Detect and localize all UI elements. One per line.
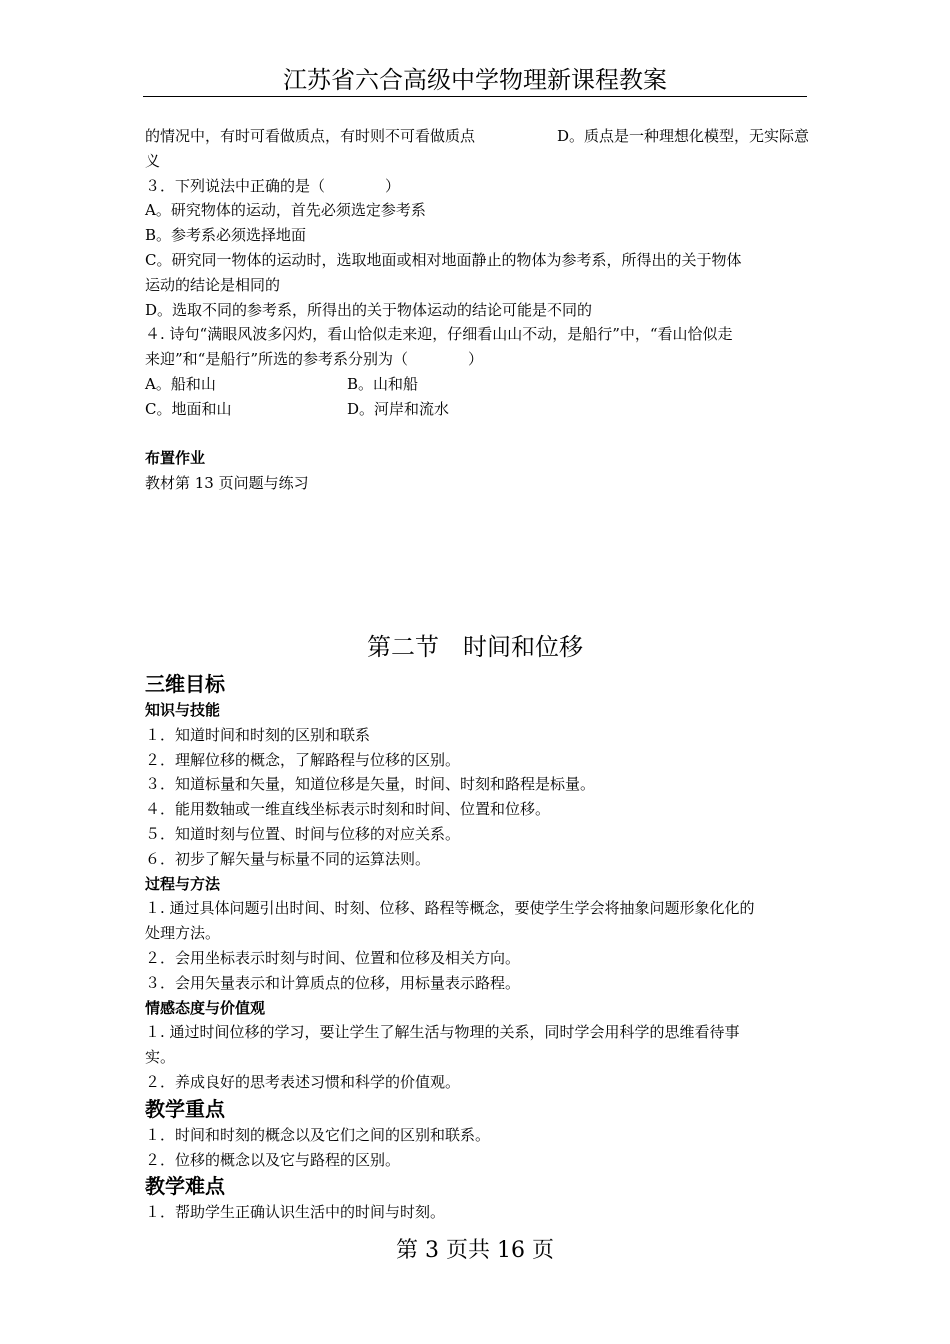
emotion-item-2: ２．养成良好的思考表述习惯和科学的价值观。 [145, 1072, 461, 1091]
q3-option-c-line2: 运动的结论是相同的 [145, 275, 281, 294]
q3-option-c-line1: C。研究同一物体的运动时，选取地面或相对地面静止的物体为参考系，所得出的关于物体 [145, 250, 742, 269]
q3-option-d: D。选取不同的参考系，所得出的关于物体运动的结论可能是不同的 [145, 300, 593, 319]
knowledge-item: ３．知道标量和矢量，知道位移是矢量，时间、时刻和路程是标量。 [145, 775, 596, 794]
knowledge-item: ５．知道时刻与位置、时间与位移的对应关系。 [145, 824, 461, 843]
knowledge-heading: 知识与技能 [145, 701, 221, 719]
q2-option-d: D。质点是一种理想化模型，无实际意 [556, 127, 809, 145]
section-body [145, 670, 809, 1225]
q4-stem-line1: ４. 诗句“满眼风波多闪灼，看山恰似走来迎，仔细看山山不动，是船行”中，“看山恰似走 [145, 325, 733, 344]
difficulty-heading: 教学难点 [145, 1174, 225, 1199]
knowledge-item: ６．初步了解矢量与标量不同的运算法则。 [145, 849, 431, 868]
homework-text: 教材第 13 页问题与练习 [145, 474, 309, 493]
q4-option-d: D。河岸和流水 [347, 399, 450, 418]
process-item-1-line1: １. 通过具体问题引出时间、时刻、位移、路程等概念，要使学生学会将抽象问题形象化化的 [145, 899, 755, 918]
knowledge-item: ４．能用数轴或一维直线坐标表示时刻和时间、位置和位移。 [145, 800, 551, 819]
question-block [145, 124, 809, 496]
q2-tail-end: 义 [145, 151, 161, 170]
q4-options-row2 [145, 397, 809, 422]
q4-stem-line2: 来迎”和“是船行”所选的参考系分别为（ ） [145, 350, 484, 369]
q3-option-b: B。参考系必须选择地面 [145, 226, 307, 245]
page-header: 江苏省六合高级中学物理新课程教案 [143, 64, 807, 97]
emotion-item-1-line1: １. 通过时间位移的学习，要让学生了解生活与物理的关系，同时学会用科学的思维看待事 [145, 1023, 740, 1042]
q4-option-c: C。地面和山 [145, 399, 232, 418]
key-points-heading: 教学重点 [145, 1096, 225, 1121]
q2-tail-left: 的情况中，有时可看做质点，有时则不可看做质点 [145, 127, 476, 145]
process-item-3: ３．会用矢量表示和计算质点的位移，用标量表示路程。 [145, 973, 521, 992]
process-item-2: ２．会用坐标表示时刻与时间、位置和位移及相关方向。 [145, 948, 521, 967]
process-heading: 过程与方法 [145, 874, 221, 893]
key-point-1: １．时间和时刻的概念以及它们之间的区别和联系。 [145, 1125, 491, 1144]
section-title: 第二节 时间和位移 [367, 633, 583, 661]
emotion-heading: 情感态度与价值观 [145, 998, 266, 1017]
process-item-1-line2: 处理方法。 [145, 924, 221, 943]
key-point-2: ２．位移的概念以及它与路程的区别。 [145, 1150, 401, 1169]
q4-options-row1 [145, 372, 809, 397]
difficulty-1: １．帮助学生正确认识生活中的时间与时刻。 [145, 1203, 446, 1222]
spacer [145, 422, 809, 447]
q4-option-b: B。山和船 [347, 374, 419, 393]
knowledge-item: １．知道时间和时刻的区别和联系 [145, 725, 371, 744]
emotion-item-1-line2: 实。 [145, 1048, 176, 1067]
page-footer: 第 3 页共 16 页 [396, 1238, 554, 1263]
q3-option-a: A。研究物体的运动，首先必须选定参考系 [145, 201, 426, 220]
q2-tail-line [145, 124, 809, 149]
homework-title: 布置作业 [145, 449, 206, 468]
q4-option-a: A。船和山 [145, 374, 216, 393]
knowledge-item: ２．理解位移的概念，了解路程与位移的区别。 [145, 750, 461, 769]
goals-heading: 三维目标 [145, 672, 225, 696]
q3-stem: ３．下列说法中正确的是（ ） [145, 176, 401, 195]
